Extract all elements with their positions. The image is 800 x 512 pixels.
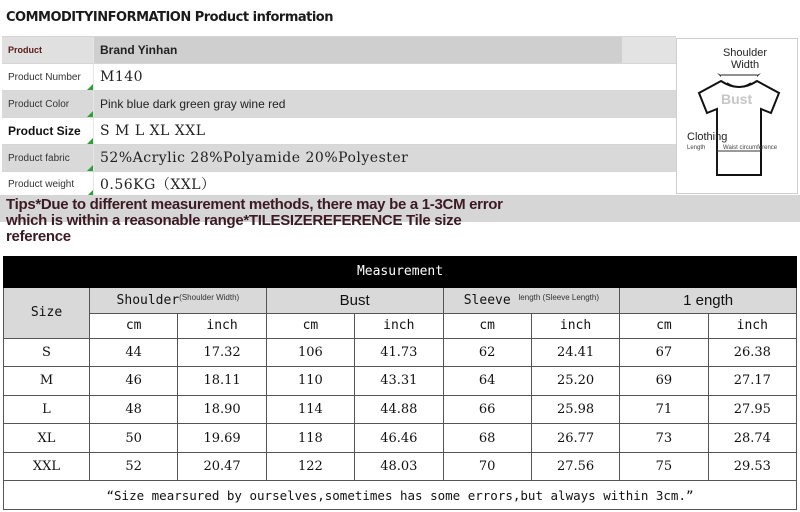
size-cell: M	[4, 367, 90, 396]
value-cell: 43.31	[355, 367, 443, 396]
info-label: Product Color	[8, 98, 70, 110]
value-cell: 114	[266, 395, 354, 424]
size-cell: XL	[4, 424, 90, 453]
info-label-wrap	[2, 118, 94, 144]
info-row-size	[2, 117, 676, 144]
value-cell: 41.73	[355, 338, 443, 367]
unit-cell: inch	[531, 314, 619, 338]
info-label: Product weight	[8, 178, 75, 190]
value-cell: 18.90	[178, 395, 266, 424]
table-row	[4, 367, 797, 396]
group-name: Sleeve	[463, 292, 511, 308]
value-cell: 48	[90, 395, 178, 424]
info-label: Product	[2, 37, 94, 63]
value-cell: 29.53	[708, 452, 796, 481]
value-cell: 20.47	[178, 452, 266, 481]
info-value: Pink blue dark green gray wine red	[100, 97, 286, 111]
tshirt-diagram	[676, 38, 798, 194]
unit-cell: cm	[620, 314, 708, 338]
tshirt-icon	[691, 67, 787, 187]
value-cell: 28.74	[708, 424, 796, 453]
value-cell: 69	[620, 367, 708, 396]
group-header-row	[4, 287, 797, 314]
info-label-wrap	[2, 172, 94, 196]
group-name: Bust	[339, 291, 370, 309]
info-label-wrap	[2, 145, 94, 171]
group-header	[620, 287, 797, 314]
unit-cell: cm	[443, 314, 531, 338]
info-row-brand	[2, 36, 676, 63]
value-cell: 110	[266, 367, 354, 396]
group-name: 1 ength	[683, 291, 734, 309]
value-cell: 46.46	[355, 424, 443, 453]
page-title: COMMODITYINFORMATION Product information	[6, 10, 333, 25]
value-cell: 50	[90, 424, 178, 453]
info-label: Product Number	[8, 71, 81, 83]
size-cell: XXL	[4, 452, 90, 481]
value-cell: 106	[266, 338, 354, 367]
group-sub: (Shoulder Width)	[179, 292, 240, 302]
info-row-number	[2, 63, 676, 90]
info-value: 52%Acrylic 28%Polyamide 20%Polyester	[100, 150, 409, 166]
value-cell: 67	[620, 338, 708, 367]
info-row-fabric	[2, 144, 676, 171]
value-cell: 64	[443, 367, 531, 396]
value-cell: 48.03	[355, 452, 443, 481]
value-cell: 19.69	[178, 424, 266, 453]
value-cell: 27.17	[708, 367, 796, 396]
unit-cell: cm	[90, 314, 178, 338]
value-cell: 24.41	[531, 338, 619, 367]
group-header	[443, 287, 620, 314]
info-label: Product Size	[8, 124, 81, 138]
value-cell: 68	[443, 424, 531, 453]
unit-cell: inch	[178, 314, 266, 338]
info-row-weight	[2, 171, 676, 196]
size-cell: S	[4, 338, 90, 367]
shoulder-width-label: Shoulder Width	[722, 47, 768, 71]
info-label-wrap	[2, 64, 94, 90]
value-cell: 118	[266, 424, 354, 453]
value-cell: 18.11	[178, 367, 266, 396]
value-cell: 70	[443, 452, 531, 481]
table-row	[4, 395, 797, 424]
value-cell: 73	[620, 424, 708, 453]
footnote: “Size mearsured by ourselves,sometimes has some errors,but always within 3cm.”	[4, 481, 797, 510]
info-row-color	[2, 90, 676, 117]
value-cell: 75	[620, 452, 708, 481]
info-label: Product fabric	[8, 152, 70, 164]
group-name: Shoulder	[116, 292, 180, 308]
value-cell: 27.95	[708, 395, 796, 424]
info-value: S M L XL XXL	[100, 123, 206, 139]
value-cell: 52	[90, 452, 178, 481]
unit-row	[4, 314, 797, 338]
tips-text: Tips*Due to different measurement methods, there may be a 1-3CM error which is within a reasonable range*TILESIZEREFERENCE Tile size reference	[6, 196, 503, 245]
measurement-title-row	[4, 257, 797, 288]
unit-cell: inch	[708, 314, 796, 338]
size-header: Size	[4, 287, 90, 338]
info-label-wrap	[2, 91, 94, 117]
measurement-title: Measurement	[4, 257, 797, 288]
unit-cell: inch	[355, 314, 443, 338]
value-cell: 62	[443, 338, 531, 367]
footnote-row	[4, 481, 797, 510]
value-cell: 17.32	[178, 338, 266, 367]
value-cell: 26.77	[531, 424, 619, 453]
clothing-label: Clothing	[687, 131, 728, 143]
value-cell: 46	[90, 367, 178, 396]
table-row	[4, 452, 797, 481]
value-cell: 122	[266, 452, 354, 481]
group-header	[90, 287, 267, 314]
value-cell: 27.56	[531, 452, 619, 481]
length-label: Length	[687, 145, 706, 151]
unit-cell: cm	[266, 314, 354, 338]
value-cell: 25.20	[531, 367, 619, 396]
info-value: Brand Yinhan	[100, 43, 178, 57]
info-value: M140	[100, 69, 144, 85]
value-cell: 71	[620, 395, 708, 424]
group-sub: length (Sleeve Length)	[518, 292, 600, 302]
value-cell: 25.98	[531, 395, 619, 424]
size-cell: L	[4, 395, 90, 424]
table-row	[4, 338, 797, 367]
measurement-table	[3, 256, 797, 510]
bust-label: Bust	[721, 91, 753, 107]
value-cell: 44.88	[355, 395, 443, 424]
waist-label: Waist circumference	[723, 145, 778, 151]
product-info-table	[2, 36, 676, 196]
group-header	[266, 287, 443, 314]
value-cell: 44	[90, 338, 178, 367]
table-row	[4, 424, 797, 453]
info-value: 0.56KG（XXL）	[100, 177, 216, 193]
value-cell: 26.38	[708, 338, 796, 367]
value-cell: 66	[443, 395, 531, 424]
